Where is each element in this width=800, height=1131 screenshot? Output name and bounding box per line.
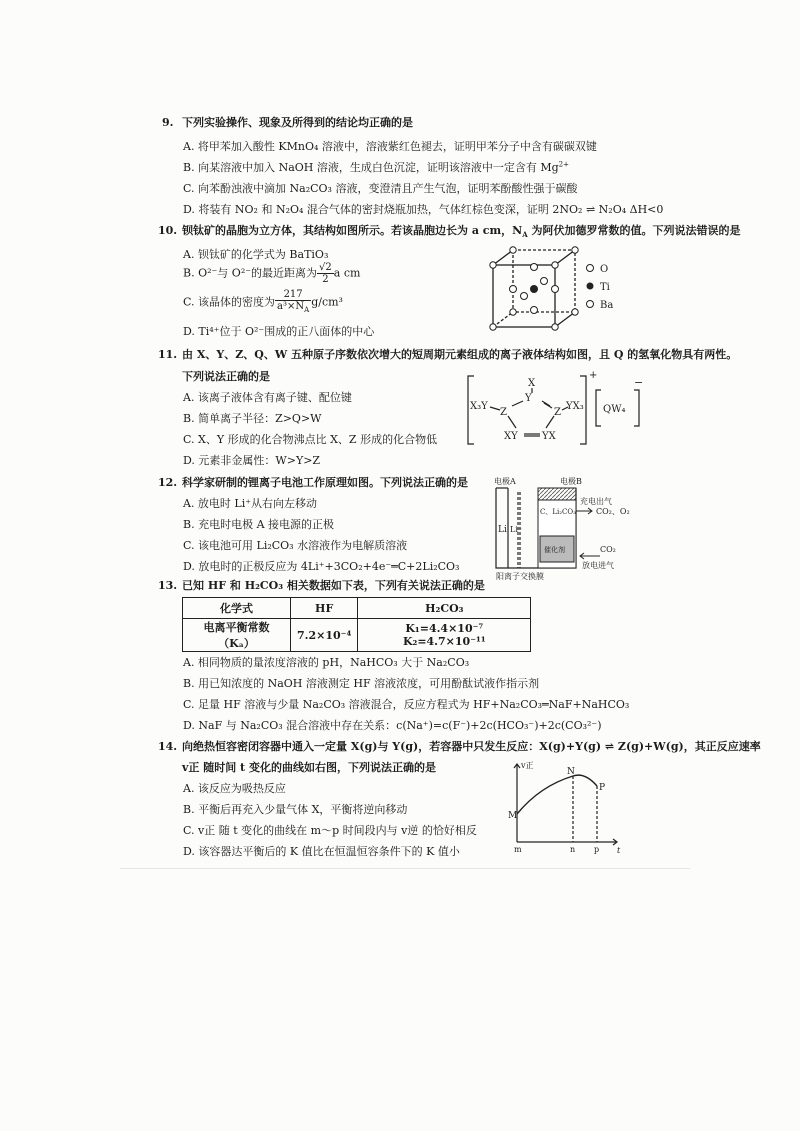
q9-option-c: C. 向苯酚浊液中滴加 Na₂CO₃ 溶液，变澄清且产生气泡，证明苯酚酸性强于碳酸 [183, 182, 578, 195]
q11-option-d: D. 元素非金属性：W>Y>Z [183, 454, 321, 467]
question-11-stem-cont: 下列说法正确的是 [182, 370, 270, 383]
svg-text:XY: XY [504, 431, 518, 442]
table-cell: 电离平衡常数（Kₐ） [183, 619, 291, 652]
svg-text:+: + [589, 370, 598, 381]
svg-text:QW₄: QW₄ [603, 404, 626, 415]
svg-text:电极A: 电极A [494, 477, 516, 486]
q9-option-d: D. 将装有 NO₂ 和 N₂O₄ 混合气体的密封烧瓶加热，气体红棕色变深，证明 2NO₂ ⇌ N₂O₄ ΔH<0 [183, 203, 664, 216]
crystal-legend [587, 264, 614, 311]
q10-option-b: B. O²⁻与 O²⁻的最近距离为 $\frac{√2}{2}$ a cm [183, 262, 361, 285]
svg-text:M: M [508, 811, 518, 821]
q12-option-c: C. 该电池可用 Li₂CO₃ 水溶液作为电解质溶液 [183, 539, 408, 552]
svg-text:Z: Z [500, 407, 507, 418]
svg-text:C、Li₂CO₃: C、Li₂CO₃ [540, 508, 576, 516]
svg-text:放电进气: 放电进气 [582, 561, 614, 570]
q13-option-d: D. NaF 与 Na₂CO₃ 混合溶液中存在关系：c(Na⁺)=c(F⁻)+2c(HCO₃⁻)+2c(CO₃²⁻) [183, 719, 602, 732]
svg-text:CO₂、O₂: CO₂、O₂ [596, 507, 630, 516]
svg-text:Z: Z [554, 407, 561, 418]
question-14-stem: 14. 向绝热恒容密闭容器中通入一定量 X(g)与 Y(g)，若容器中只发生反应：X(g)+Y(g) ⇌ Z(g)+W(g)，其正反应速率 [158, 740, 761, 753]
question-13-stem: 13. 已知 HF 和 H₂CO₃ 相关数据如下表，下列有关说法正确的是 [158, 579, 485, 592]
question-10-stem: 10. 钡钛矿的晶胞为立方体，其结构如图所示。若该晶胞边长为 a cm，$N_A$ 为阿伏加德罗常数的值。下列说法错误的是 [158, 224, 741, 240]
q12-option-d: D. 放电时的正极反应为 4Li⁺+3CO₂+4e⁻═C+2Li₂CO₃ [183, 560, 460, 573]
table-cell: 7.2×10⁻⁴ [291, 619, 358, 652]
q14-option-d: D. 该容器达平衡后的 K 值比在恒温恒容条件下的 K 值小 [183, 845, 460, 858]
q14-option-c: C. v正 随 t 变化的曲线在 m～p 时间段内与 v逆 的恰好相反 [183, 824, 477, 837]
svg-text:N: N [567, 767, 575, 777]
q10-option-d: D. Ti⁴⁺位于 O²⁻围成的正八面体的中心 [183, 325, 375, 338]
svg-text:Ti: Ti [600, 282, 610, 293]
q13-option-b: B. 用已知浓度的 NaOH 溶液测定 HF 溶液浓度，可用酚酞试液作指示剂 [183, 677, 540, 690]
q12-option-a: A. 放电时 Li⁺从右向左移动 [183, 497, 318, 510]
svg-text:YX₃: YX₃ [566, 401, 584, 412]
q13-option-c: C. 足量 HF 溶液与少量 Na₂CO₃ 溶液混合，反应方程式为 HF+Na₂CO₃═NaF+NaHCO₃ [183, 698, 630, 711]
q11-option-c: C. X、Y 形成的化合物沸点比 X、Z 形成的化合物低 [183, 433, 438, 446]
svg-text:O: O [600, 264, 609, 275]
question-14-stem-cont: v正 随时间 t 变化的曲线如右图，下列说法正确的是 [182, 761, 436, 774]
svg-text:电极B: 电极B [560, 477, 582, 486]
svg-text:Li⁺: Li⁺ [510, 525, 523, 534]
svg-text:X: X [528, 378, 536, 389]
svg-text:t: t [617, 846, 621, 855]
q9-option-a: A. 将甲苯加入酸性 KMnO₄ 溶液中，溶液紫红色褪去，证明甲苯分子中含有碳碳双键 [183, 140, 597, 153]
rate-curve [517, 775, 597, 814]
table-row [183, 619, 531, 652]
svg-text:催化剂: 催化剂 [544, 546, 565, 554]
question-9-stem: 9. 下列实验操作、现象及所得到的结论均正确的是 [162, 116, 413, 129]
page-bottom-rule [120, 868, 690, 869]
svg-text:P: P [599, 783, 606, 793]
svg-text:p: p [594, 845, 600, 854]
q11-option-b: B. 简单离子半径：Z>Q>W [183, 412, 322, 425]
table-header-row [183, 598, 531, 619]
ionic-liquid-structure [462, 368, 642, 452]
svg-text:Li: Li [498, 525, 507, 535]
crystal-cell-diagram [485, 245, 645, 340]
rate-time-graph [505, 758, 625, 854]
svg-text:阳离子交换膜: 阳离子交换膜 [496, 572, 544, 581]
question-11-stem: 11. 由 X、Y、Z、Q、W 五种原子序数依次增大的短周期元素组成的离子液体结构如图，且 Q 的氢氧化物具有两性。 [158, 348, 738, 361]
question-12-stem: 12. 科学家研制的锂离子电池工作原理如图。下列说法正确的是 [158, 476, 468, 489]
svg-text:X₃Y: X₃Y [470, 401, 488, 412]
q12-option-b: B. 充电时电极 A 接电源的正极 [183, 518, 335, 531]
q11-option-a: A. 该离子液体含有离子键、配位键 [183, 391, 352, 404]
svg-text:Y: Y [525, 393, 532, 404]
svg-text:v正: v正 [521, 761, 534, 770]
q10-option-a: A. 钡钛矿的化学式为 BaTiO₃ [183, 248, 329, 261]
svg-text:CO₂: CO₂ [600, 545, 616, 554]
table-header-cell: HF [291, 598, 358, 619]
q14-option-a: A. 该反应为吸热反应 [183, 782, 286, 795]
svg-text:充电出气: 充电出气 [580, 497, 612, 506]
q10-option-c: C. 该晶体的密度为 $\frac{217}{a^3\times N_A}$ g/cm³ [183, 289, 343, 314]
q13-option-a: A. 相同物质的量浓度溶液的 pH，NaHCO₃ 大于 Na₂CO₃ [183, 656, 470, 669]
table-header-cell: H₂CO₃ [358, 598, 531, 619]
table-header-cell: 化学式 [183, 598, 291, 619]
q14-option-b: B. 平衡后再充入少量气体 X，平衡将逆向移动 [183, 803, 408, 816]
ionization-constant-table [182, 597, 531, 652]
svg-text:−: − [634, 376, 644, 389]
svg-text:n: n [570, 845, 576, 854]
q9-option-b: B. 向某溶液中加入 NaOH 溶液，生成白色沉淀，证明该溶液中一定含有 $Mg^{2+}$ [183, 160, 569, 174]
table-cell: K₁=4.4×10⁻⁷ K₂=4.7×10⁻¹¹ [358, 619, 531, 652]
svg-text:m: m [514, 845, 522, 854]
ti-atom [530, 285, 538, 293]
svg-text:YX: YX [542, 431, 556, 442]
battery-diagram [488, 474, 668, 582]
svg-text:Ba: Ba [600, 300, 614, 311]
